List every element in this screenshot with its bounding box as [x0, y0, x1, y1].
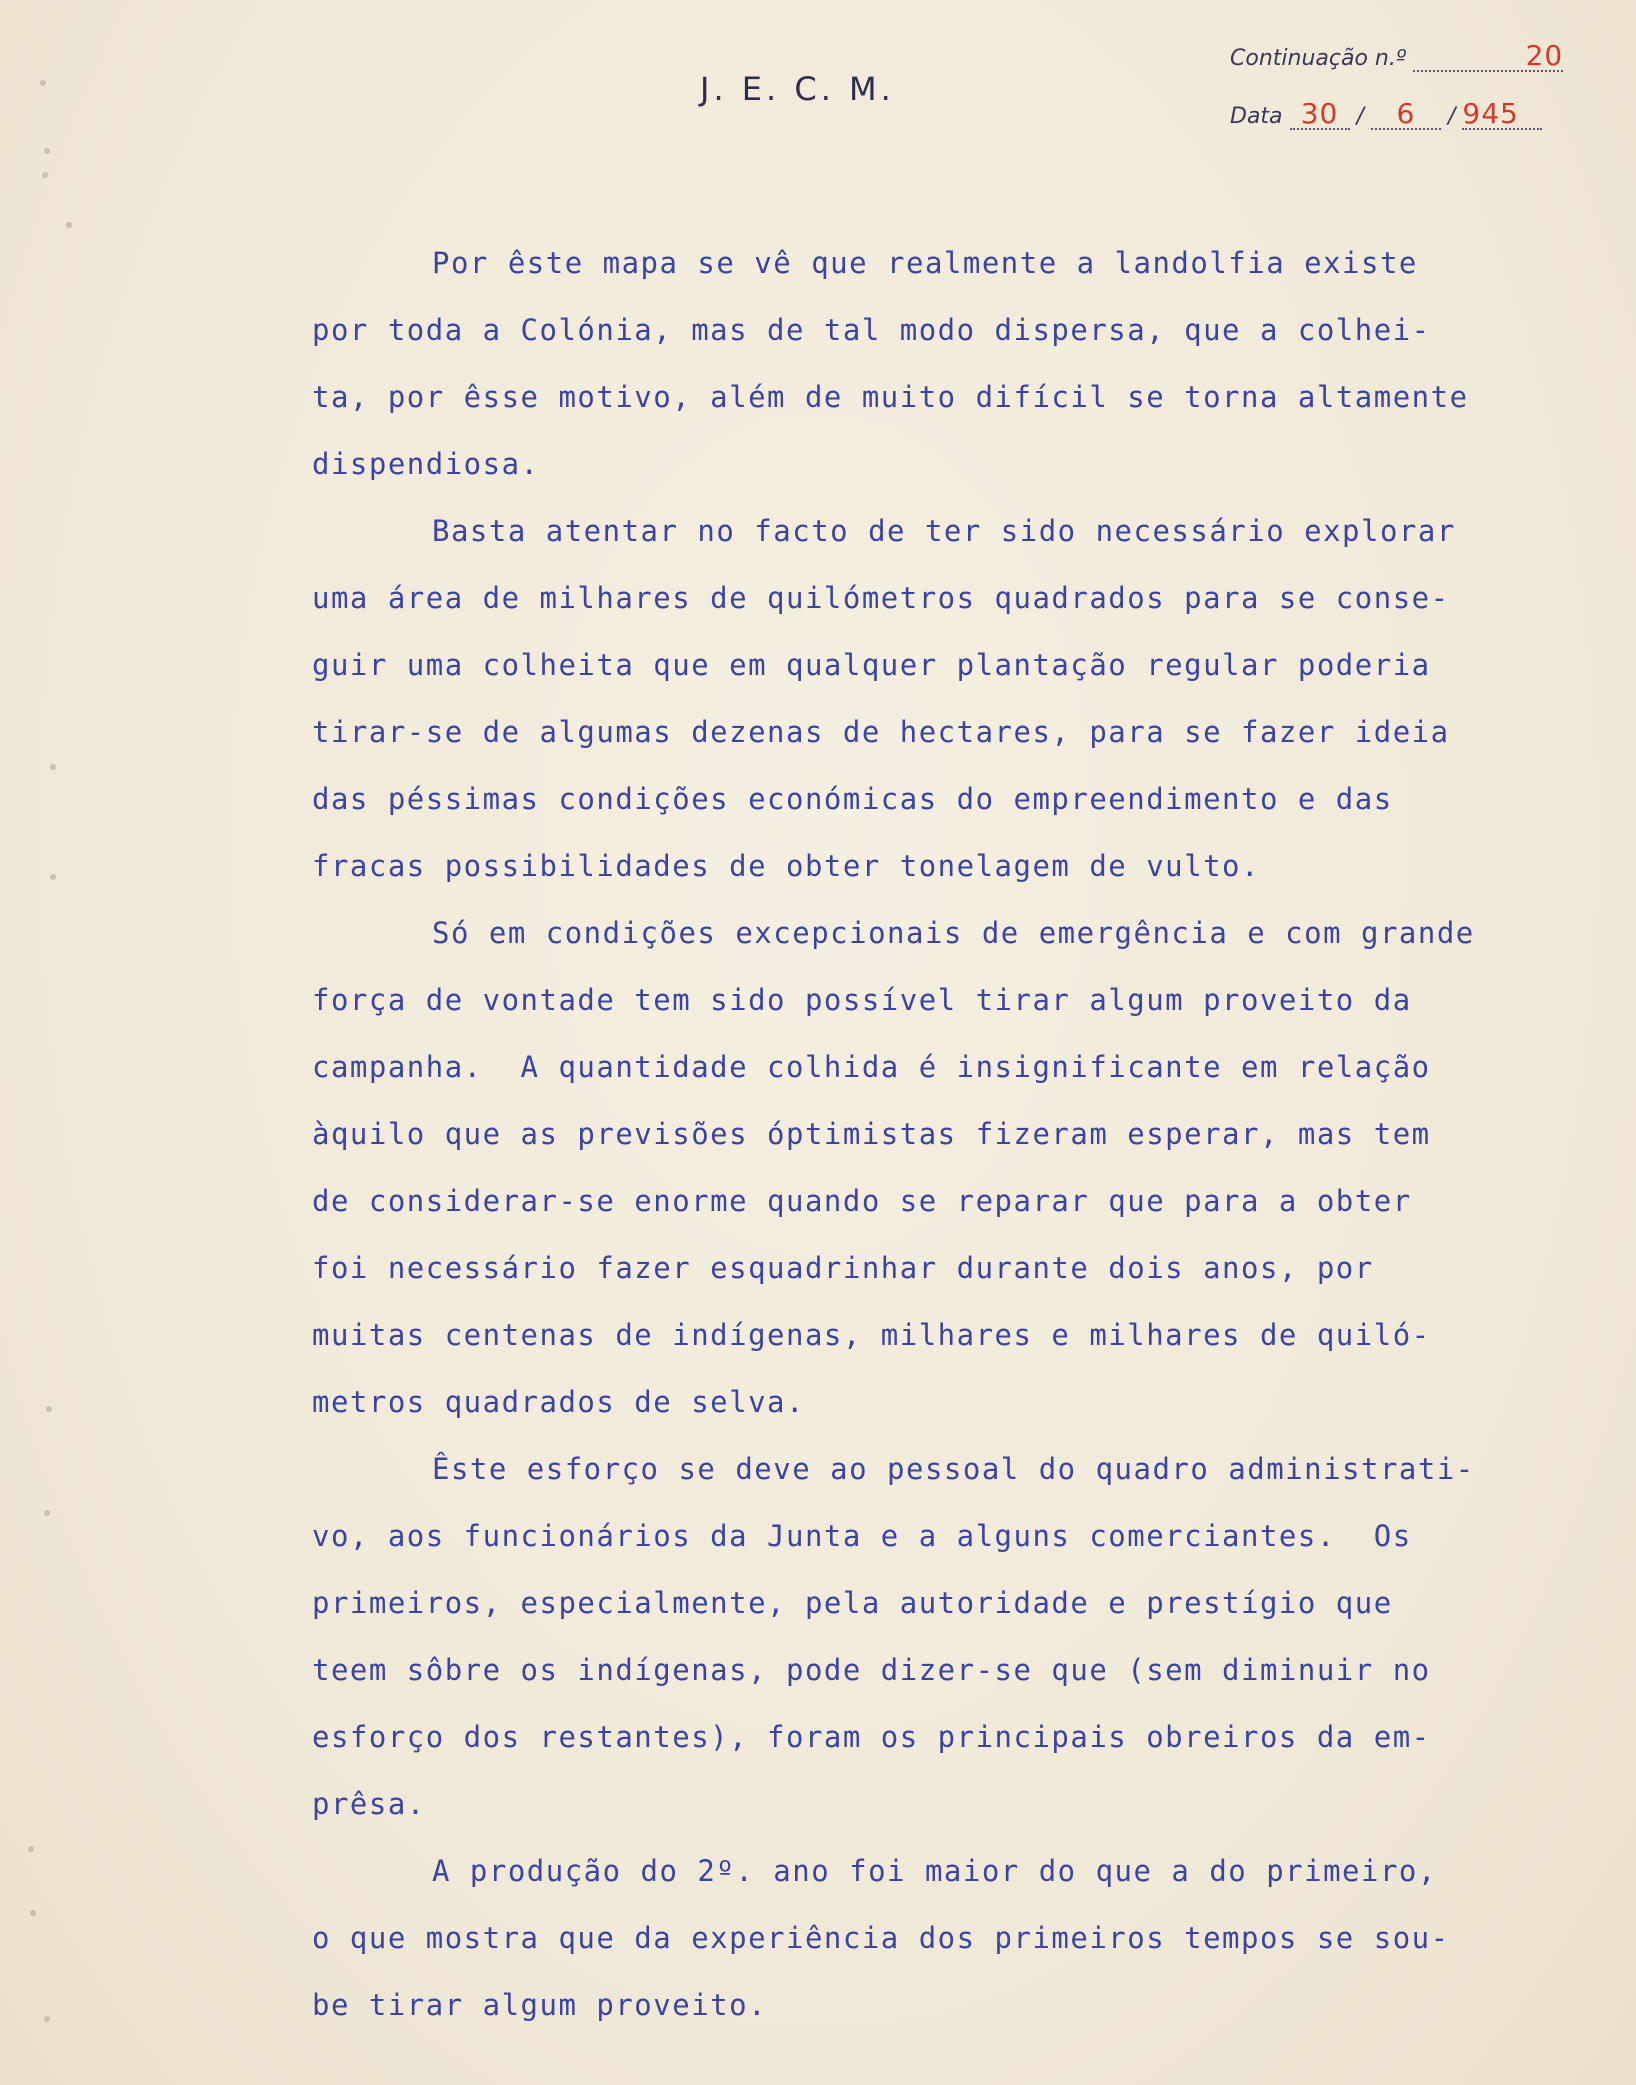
date-day-line	[1290, 97, 1350, 130]
continuation-value-line	[1413, 39, 1564, 72]
text-line: primeiros, especialmente, pela autoridade e prestígio que	[312, 1586, 1393, 1620]
punch-mark	[42, 172, 48, 178]
text-line: Só em condições excepcionais de emergência e com grande	[432, 916, 1475, 950]
date-label: Data	[1230, 104, 1283, 129]
date-field	[1230, 97, 1542, 130]
text-line: campanha. A quantidade colhida é insignificante em relação	[312, 1050, 1431, 1084]
text-line: Basta atentar no facto de ter sido necessário explorar	[432, 514, 1456, 548]
text-line: guir uma colheita que em qualquer plantação regular poderia	[312, 648, 1431, 682]
text-line: tirar-se de algumas dezenas de hectares, para se fazer ideia	[312, 715, 1450, 749]
text-line: por toda a Colónia, mas de tal modo dispersa, que a colhei-	[312, 313, 1431, 347]
punch-mark	[66, 222, 72, 228]
date-month: 6	[1396, 97, 1416, 130]
document-header-title: J. E. C. M.	[700, 70, 895, 108]
text-line: foi necessário fazer esquadrinhar durante dois anos, por	[312, 1251, 1374, 1285]
text-line: de considerar-se enorme quando se reparar que para a obter	[312, 1184, 1412, 1218]
punch-mark	[50, 764, 56, 770]
date-year-line	[1462, 97, 1542, 130]
punch-mark	[50, 874, 56, 880]
text-line: Êste esforço se deve ao pessoal do quadro administrati-	[432, 1452, 1475, 1486]
text-line: prêsa.	[312, 1787, 426, 1821]
text-line: àquilo que as previsões óptimistas fizeram esperar, mas tem	[312, 1117, 1431, 1151]
punch-mark	[40, 80, 46, 86]
text-line: muitas centenas de indígenas, milhares e milhares de quiló-	[312, 1318, 1431, 1352]
typewritten-body	[312, 230, 1542, 2039]
punch-mark	[46, 1406, 52, 1412]
punch-mark	[44, 2016, 50, 2022]
text-line: metros quadrados de selva.	[312, 1385, 805, 1419]
punch-mark	[30, 1910, 36, 1916]
text-line: o que mostra que da experiência dos primeiros tempos se sou-	[312, 1921, 1450, 1955]
date-separator: /	[1447, 104, 1456, 129]
text-line: A produção do 2º. ano foi maior do que a do primeiro,	[432, 1854, 1437, 1888]
text-line: ta, por êsse motivo, além de muito difícil se torna altamente	[312, 380, 1469, 414]
punch-mark	[44, 1510, 50, 1516]
continuation-field	[1230, 39, 1564, 72]
text-line: fracas possibilidades de obter tonelagem de vulto.	[312, 849, 1260, 883]
text-line: vo, aos funcionários da Junta e a alguns comerciantes. Os	[312, 1519, 1412, 1553]
date-day: 30	[1300, 97, 1339, 130]
continuation-number: 20	[1525, 39, 1564, 72]
date-year: 945	[1462, 97, 1519, 130]
text-line: teem sôbre os indígenas, pode dizer-se que (sem diminuir no	[312, 1653, 1431, 1687]
date-month-line	[1371, 97, 1441, 130]
punch-mark	[28, 1846, 34, 1852]
text-line: be tirar algum proveito.	[312, 1988, 768, 2022]
text-line: força de vontade tem sido possível tirar algum proveito da	[312, 983, 1412, 1017]
text-line: dispendiosa.	[312, 447, 540, 481]
text-line: Por êste mapa se vê que realmente a landolfia existe	[432, 246, 1418, 280]
punch-mark	[44, 148, 50, 154]
text-line: das péssimas condições económicas do empreendimento e das	[312, 782, 1393, 816]
continuation-label: Continuação n.º	[1230, 46, 1407, 71]
text-line: uma área de milhares de quilómetros quadrados para se conse-	[312, 581, 1450, 615]
date-separator: /	[1356, 104, 1364, 129]
text-line: esforço dos restantes), foram os principais obreiros da em-	[312, 1720, 1431, 1754]
